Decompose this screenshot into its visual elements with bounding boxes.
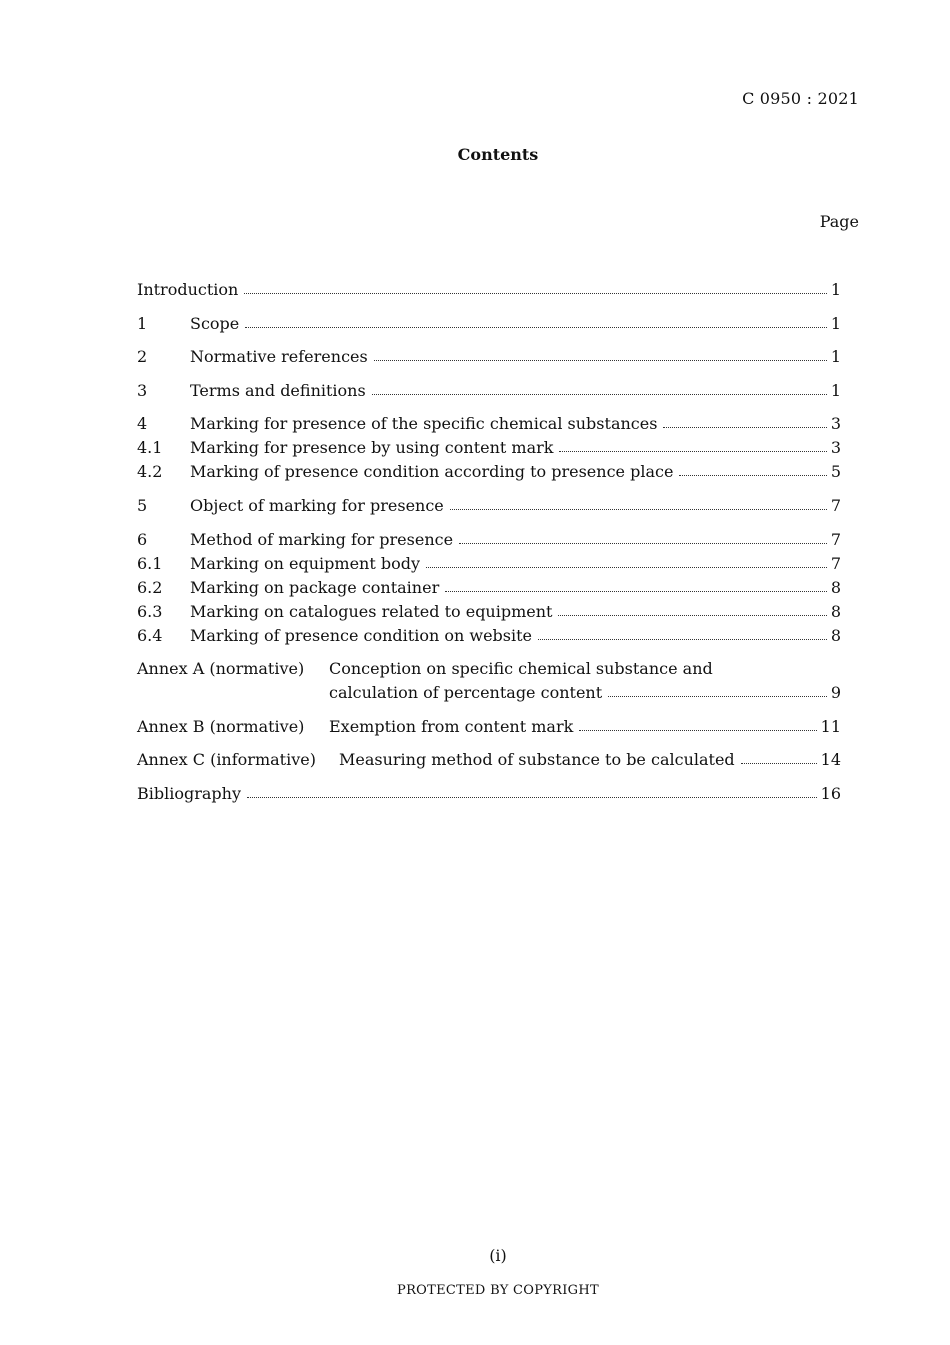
toc-section-number: 5	[137, 495, 148, 515]
dot-leader	[426, 552, 827, 576]
toc-entry-content-mark[interactable]	[137, 436, 841, 460]
toc-section-number: 6.2	[137, 577, 163, 597]
dot-leader	[247, 782, 817, 806]
dot-leader	[608, 681, 827, 705]
toc-entry-terms-and-definitions[interactable]	[137, 379, 841, 403]
toc-entry-title: Marking on catalogues related to equipment	[190, 601, 553, 621]
toc-entry-title: Marking of presence condition according to presence place	[190, 462, 674, 482]
annex-label: Annex C (informative)	[137, 750, 316, 770]
page-folio: (i)	[489, 1246, 507, 1265]
toc-entry-title: Introduction	[137, 280, 239, 299]
page-title: Contents	[457, 145, 539, 164]
toc-section-number: 6.1	[137, 553, 163, 573]
toc-entry-website[interactable]	[137, 624, 841, 648]
toc-entry-method-of-marking[interactable]	[137, 528, 841, 552]
dot-leader	[579, 715, 816, 739]
toc-section-number: 4.1	[137, 438, 163, 458]
dot-leader	[374, 345, 827, 369]
toc-entry-title: Marking for presence by using content mark	[190, 438, 554, 458]
toc-page-number: 7	[830, 495, 841, 515]
toc-entry-object-of-marking[interactable]	[137, 494, 841, 518]
toc-entry-title: Exemption from content mark	[329, 716, 574, 736]
toc-section-number: 6.4	[137, 625, 163, 645]
toc-entry-normative-references[interactable]	[137, 345, 841, 369]
toc-entry-presence-place[interactable]	[137, 460, 841, 484]
dot-leader	[663, 412, 826, 436]
annex-label: Annex B (normative)	[137, 716, 305, 736]
toc-page-number: 1	[830, 313, 841, 333]
toc-page-number: 8	[830, 625, 841, 645]
copyright-notice: PROTECTED BY COPYRIGHT	[397, 1283, 599, 1298]
toc-section-number: 4	[137, 414, 148, 434]
toc-entry-bibliography[interactable]	[137, 782, 841, 806]
toc-entry-title: Method of marking for presence	[190, 529, 454, 549]
dot-leader	[538, 624, 827, 648]
toc-entry-title: Normative references	[190, 347, 368, 367]
dot-leader	[558, 600, 826, 624]
toc-section-number: 1	[137, 313, 148, 333]
dot-leader	[372, 379, 827, 403]
dot-leader	[459, 528, 827, 552]
dot-leader	[559, 436, 826, 460]
toc-entry-title: Conception on specific chemical substance and	[329, 659, 713, 679]
dot-leader	[679, 460, 826, 484]
toc-section-number: 4.2	[137, 462, 163, 482]
toc-page-number: 1	[830, 280, 841, 299]
toc-page-number: 16	[820, 783, 841, 803]
toc-entry-catalogues[interactable]	[137, 600, 841, 624]
toc-entry-title: Object of marking for presence	[190, 495, 444, 515]
toc-entry-title: Marking on package container	[190, 577, 440, 597]
toc-section-number: 6	[137, 529, 148, 549]
toc-page-number: 3	[830, 414, 841, 434]
toc-section-number: 6.3	[137, 601, 163, 621]
toc-section-number: 3	[137, 380, 148, 400]
toc-entry-scope[interactable]	[137, 312, 841, 336]
toc-section-number: 2	[137, 347, 148, 367]
toc-entry-title: Bibliography	[137, 783, 241, 803]
toc-entry-introduction[interactable]	[137, 278, 841, 302]
dot-leader	[245, 312, 827, 336]
toc-entry-title-continued: calculation of percentage content	[329, 683, 603, 703]
toc-page-number: 7	[830, 529, 841, 549]
page-column-label: Page	[819, 212, 859, 231]
toc-entry-equipment-body[interactable]	[137, 552, 841, 576]
toc-page-number: 3	[830, 438, 841, 458]
toc-entry-annex-c[interactable]	[137, 748, 841, 772]
dot-leader	[445, 576, 827, 600]
dot-leader	[244, 278, 826, 302]
toc-page-number: 7	[830, 553, 841, 573]
dot-leader	[450, 494, 827, 518]
toc-entry-title: Terms and definitions	[190, 380, 366, 400]
toc-entry-title: Measuring method of substance to be calculated	[339, 750, 735, 770]
toc-page-number: 5	[830, 462, 841, 482]
toc-entry-title: Marking for presence of the specific chemical substances	[190, 414, 658, 434]
toc-page-number: 8	[830, 577, 841, 597]
toc-entry-package-container[interactable]	[137, 576, 841, 600]
toc-page-number: 14	[820, 750, 841, 770]
toc-entry-title: Marking on equipment body	[190, 553, 421, 573]
dot-leader	[741, 748, 817, 772]
annex-label: Annex A (normative)	[137, 659, 305, 679]
toc-entry-annex-a[interactable]	[137, 657, 841, 705]
toc-entry-marking-for-presence[interactable]	[137, 412, 841, 436]
toc-page-number: 11	[820, 716, 841, 736]
toc-page-number: 1	[830, 347, 841, 367]
toc-page-number: 1	[830, 380, 841, 400]
table-of-contents	[137, 278, 841, 806]
toc-page-number: 9	[830, 683, 841, 703]
toc-entry-annex-b[interactable]	[137, 715, 841, 739]
toc-page-number: 8	[830, 601, 841, 621]
toc-entry-title: Scope	[190, 313, 240, 333]
standard-code: C 0950 : 2021	[742, 89, 859, 108]
toc-entry-title: Marking of presence condition on website	[190, 625, 532, 645]
